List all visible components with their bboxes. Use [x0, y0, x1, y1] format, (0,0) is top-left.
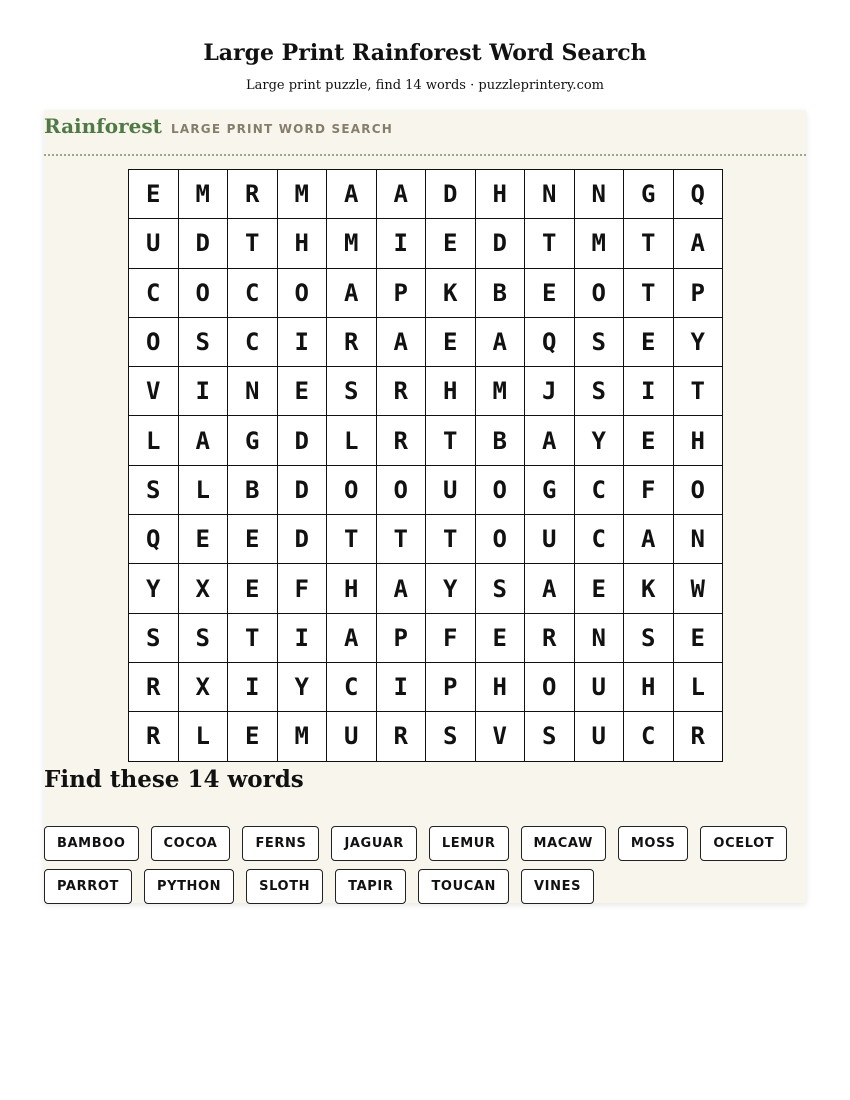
grid-cell[interactable]: I [278, 318, 328, 367]
grid-cell[interactable]: C [228, 269, 278, 318]
grid-cell[interactable]: A [327, 170, 377, 219]
word-list-heading: Find these 14 words [44, 766, 304, 793]
grid-cell[interactable]: O [278, 269, 328, 318]
grid-cell[interactable]: X [179, 564, 229, 613]
puzzle-sheet [44, 110, 806, 903]
word-chip[interactable]: COCOA [151, 826, 231, 861]
grid-cell[interactable]: I [624, 367, 674, 416]
brand-tagline: LARGE PRINT WORD SEARCH [171, 122, 393, 136]
grid-cell[interactable]: S [129, 466, 179, 515]
grid-cell[interactable]: D [179, 219, 229, 268]
grid-cell[interactable]: O [129, 318, 179, 367]
grid-cell[interactable]: C [327, 663, 377, 712]
grid-cell[interactable]: T [624, 269, 674, 318]
grid-cell[interactable]: H [278, 219, 328, 268]
grid-cell[interactable]: E [129, 170, 179, 219]
grid-cell[interactable]: K [624, 564, 674, 613]
grid-cell[interactable]: V [129, 367, 179, 416]
grid-cell[interactable]: T [228, 219, 278, 268]
grid-cell[interactable]: M [327, 219, 377, 268]
grid-cell[interactable]: F [624, 466, 674, 515]
grid-cell[interactable]: O [377, 466, 427, 515]
word-chip[interactable]: SLOTH [246, 869, 323, 904]
word-chip[interactable]: PYTHON [144, 869, 234, 904]
grid-cell[interactable]: T [426, 416, 476, 465]
grid-cell[interactable]: S [129, 614, 179, 663]
grid-cell[interactable]: P [426, 663, 476, 712]
grid-cell[interactable]: F [278, 564, 328, 613]
grid-cell[interactable]: N [674, 515, 724, 564]
grid-cell[interactable]: L [179, 712, 229, 761]
grid-cell[interactable]: M [278, 712, 328, 761]
grid-cell[interactable]: B [476, 416, 526, 465]
grid-cell[interactable]: F [426, 614, 476, 663]
grid-cell[interactable]: E [575, 564, 625, 613]
grid-cell[interactable]: Y [674, 318, 724, 367]
grid-cell[interactable]: E [674, 614, 724, 663]
grid-cell[interactable]: S [476, 564, 526, 613]
grid-cell[interactable]: Y [575, 416, 625, 465]
grid-cell[interactable]: E [476, 614, 526, 663]
grid-cell[interactable]: N [525, 170, 575, 219]
grid-cell[interactable]: R [129, 663, 179, 712]
grid-cell[interactable]: U [426, 466, 476, 515]
grid-cell[interactable]: A [674, 219, 724, 268]
grid-cell[interactable]: S [179, 614, 229, 663]
grid-cell[interactable]: I [377, 663, 427, 712]
grid-cell[interactable]: G [624, 170, 674, 219]
grid-cell[interactable]: X [179, 663, 229, 712]
grid-cell[interactable]: N [228, 367, 278, 416]
grid-cell[interactable]: A [327, 269, 377, 318]
grid-cell[interactable]: H [624, 663, 674, 712]
word-chip[interactable]: LEMUR [429, 826, 509, 861]
grid-cell[interactable]: Y [278, 663, 328, 712]
grid-cell[interactable]: G [228, 416, 278, 465]
grid-cell[interactable]: T [377, 515, 427, 564]
grid-cell[interactable]: E [179, 515, 229, 564]
grid-cell[interactable]: I [228, 663, 278, 712]
word-chip[interactable]: OCELOT [700, 826, 787, 861]
grid-cell[interactable]: O [476, 515, 526, 564]
word-chip[interactable]: MOSS [618, 826, 689, 861]
grid-cell[interactable]: S [327, 367, 377, 416]
grid-cell[interactable]: T [426, 515, 476, 564]
grid-cell[interactable]: U [575, 712, 625, 761]
grid-cell[interactable]: M [575, 219, 625, 268]
grid-cell[interactable]: U [525, 515, 575, 564]
grid-cell[interactable]: W [674, 564, 724, 613]
word-chip[interactable]: PARROT [44, 869, 132, 904]
grid-cell[interactable]: K [426, 269, 476, 318]
grid-cell[interactable]: S [575, 318, 625, 367]
grid-cell[interactable]: E [426, 318, 476, 367]
grid-cell[interactable]: R [674, 712, 724, 761]
grid-cell[interactable]: H [426, 367, 476, 416]
grid-cell[interactable]: P [377, 269, 427, 318]
grid-cell[interactable]: T [228, 614, 278, 663]
grid-cell[interactable]: Q [674, 170, 724, 219]
grid-cell[interactable]: C [624, 712, 674, 761]
grid-cell[interactable]: L [179, 466, 229, 515]
grid-cell[interactable]: U [575, 663, 625, 712]
grid-cell[interactable]: R [377, 367, 427, 416]
grid-cell[interactable]: A [327, 614, 377, 663]
grid-cell[interactable]: T [674, 367, 724, 416]
grid-cell[interactable]: N [575, 614, 625, 663]
grid-cell[interactable]: B [228, 466, 278, 515]
grid-cell[interactable]: L [327, 416, 377, 465]
grid-cell[interactable]: A [525, 416, 575, 465]
grid-cell[interactable]: A [179, 416, 229, 465]
page-title: Large Print Rainforest Word Search [203, 40, 647, 66]
grid-cell[interactable]: E [228, 564, 278, 613]
grid-cell[interactable]: H [476, 170, 526, 219]
grid-cell[interactable]: E [624, 318, 674, 367]
grid-cell[interactable]: L [674, 663, 724, 712]
grid-cell[interactable]: E [624, 416, 674, 465]
grid-cell[interactable]: M [278, 170, 328, 219]
grid-cell[interactable]: T [525, 219, 575, 268]
grid-cell[interactable]: Q [129, 515, 179, 564]
grid-cell[interactable]: M [179, 170, 229, 219]
grid-cell[interactable]: D [476, 219, 526, 268]
grid-cell[interactable]: O [575, 269, 625, 318]
grid-cell[interactable]: U [327, 712, 377, 761]
grid-cell[interactable]: V [476, 712, 526, 761]
grid-cell[interactable]: H [674, 416, 724, 465]
grid-cell[interactable]: E [228, 515, 278, 564]
grid-cell[interactable]: S [525, 712, 575, 761]
grid-cell[interactable]: A [377, 170, 427, 219]
grid-cell[interactable]: D [278, 416, 328, 465]
grid-cell[interactable]: A [377, 564, 427, 613]
grid-cell[interactable]: U [129, 219, 179, 268]
word-chip[interactable]: TOUCAN [418, 869, 509, 904]
grid-cell[interactable]: R [129, 712, 179, 761]
grid-cell[interactable]: T [624, 219, 674, 268]
grid-cell[interactable]: A [476, 318, 526, 367]
grid-cell[interactable]: D [278, 515, 328, 564]
grid-cell[interactable]: A [525, 564, 575, 613]
sheet-header [44, 110, 806, 156]
grid-cell[interactable]: T [327, 515, 377, 564]
grid-cell[interactable]: C [575, 466, 625, 515]
grid-cell[interactable]: S [575, 367, 625, 416]
grid-cell[interactable]: I [377, 219, 427, 268]
grid-cell[interactable]: C [575, 515, 625, 564]
grid-cell[interactable]: L [129, 416, 179, 465]
grid-cell[interactable]: C [129, 269, 179, 318]
grid-cell[interactable]: O [674, 466, 724, 515]
grid-cell[interactable]: P [674, 269, 724, 318]
grid-cell[interactable]: O [525, 663, 575, 712]
grid-cell[interactable]: E [525, 269, 575, 318]
grid-cell[interactable]: A [377, 318, 427, 367]
page-subtitle: Large print puzzle, find 14 words · puzzleprintery.com [245, 78, 605, 93]
grid-cell[interactable]: N [575, 170, 625, 219]
grid-cell[interactable]: H [327, 564, 377, 613]
grid-cell[interactable]: I [179, 367, 229, 416]
grid-cell[interactable]: D [426, 170, 476, 219]
word-list [44, 826, 806, 904]
grid-cell[interactable]: E [278, 367, 328, 416]
grid-cell[interactable]: R [525, 614, 575, 663]
grid-cell[interactable]: R [377, 712, 427, 761]
grid-cell[interactable]: A [624, 515, 674, 564]
grid-cell[interactable]: O [476, 466, 526, 515]
grid-cell[interactable]: Y [129, 564, 179, 613]
grid-cell[interactable]: Q [525, 318, 575, 367]
grid-cell[interactable]: D [278, 466, 328, 515]
grid-cell[interactable]: C [228, 318, 278, 367]
brand-title: Rainforest [44, 114, 162, 138]
grid-cell[interactable]: S [179, 318, 229, 367]
grid-cell[interactable]: S [624, 614, 674, 663]
grid-cell[interactable]: E [426, 219, 476, 268]
grid-cell[interactable]: I [278, 614, 328, 663]
word-chip[interactable]: BAMBOO [44, 826, 139, 861]
grid-cell[interactable]: E [228, 712, 278, 761]
word-chip[interactable]: VINES [521, 869, 594, 904]
grid-cell[interactable]: J [525, 367, 575, 416]
word-chip[interactable]: MACAW [521, 826, 606, 861]
grid-cell[interactable]: M [476, 367, 526, 416]
grid-cell[interactable]: S [426, 712, 476, 761]
grid-cell[interactable]: R [228, 170, 278, 219]
grid-cell[interactable]: O [179, 269, 229, 318]
grid-cell[interactable]: P [377, 614, 427, 663]
word-chip[interactable]: FERNS [242, 826, 319, 861]
grid-cell[interactable]: H [476, 663, 526, 712]
letter-grid [128, 169, 723, 762]
grid-cell[interactable]: R [327, 318, 377, 367]
word-chip[interactable]: JAGUAR [331, 826, 416, 861]
grid-cell[interactable]: O [327, 466, 377, 515]
grid-cell[interactable]: G [525, 466, 575, 515]
grid-cell[interactable]: Y [426, 564, 476, 613]
grid-cell[interactable]: R [377, 416, 427, 465]
grid-cell[interactable]: B [476, 269, 526, 318]
word-chip[interactable]: TAPIR [335, 869, 406, 904]
